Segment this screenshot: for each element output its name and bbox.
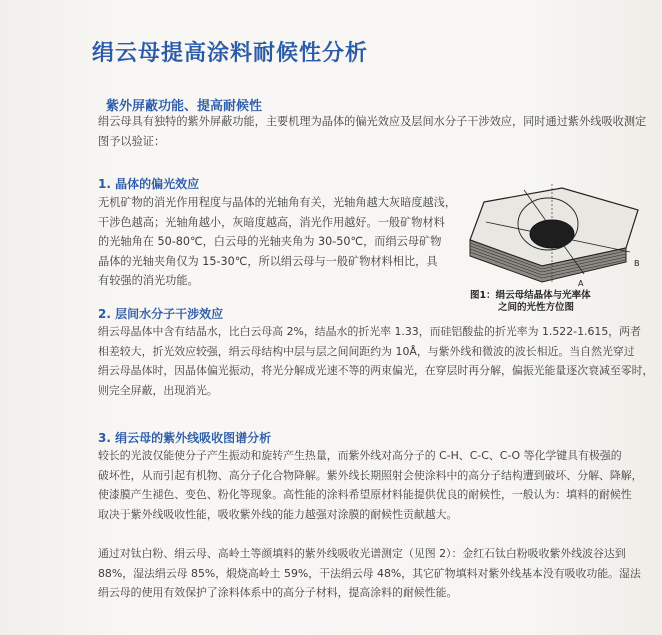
caption-line: 图1：绢云母结晶体与光率体 (470, 290, 591, 301)
paragraph-line: 干涉色越高；光轴角越小，灰暗度越高，消光作用越好。一般矿物材料 (98, 215, 445, 229)
paragraph-line: 绢云母的使用有效保护了涂料体系中的高分子材料，提高涂料的耐候性能。 (98, 586, 458, 599)
paragraph-line: 88%，湿法绢云母 85%，煅烧高岭土 59%，干法绢云母 48%，其它矿物填料对紫外线基本没有吸收功能。湿法 (98, 566, 641, 580)
paragraph-line: 相差较大，折光效应较强，绢云母结构中层与层之间间距约为 10Å，与紫外线和微波的波长相近。当自然光穿过 (98, 344, 635, 358)
paragraph-line: 的光轴角在 50-80℃，白云母的光轴夹角为 30-50℃，而绢云母矿物 (98, 235, 442, 248)
subheading-uv-spectrum: 3. 绢云母的紫外线吸收图谱分析 (98, 431, 272, 445)
paragraph-line: 通过对钛白粉、绢云母、高岭土等颜填料的紫外线吸收光谱测定（见图 2）：金红石钛白粉吸收紫外线波谷达到 (98, 547, 626, 560)
caption-line: 之间的光性方位图 (498, 302, 575, 313)
label-a: A (578, 279, 584, 288)
paragraph-line: 无机矿物的消光作用程度与晶体的光轴角有关，光轴角越大灰暗度越浅， (98, 196, 457, 209)
paragraph-line: 破坏性，从而引起有机物、高分子化合物降解。紫外线长期照射会使涂料中的高分子结构遭到破坏、分解、降解， (98, 468, 643, 482)
intro-line: 图予以验证： (98, 134, 166, 148)
paragraph-line: 使漆膜产生褪色、变色、粉化等现象。高性能的涂料希望原材料能提供优良的耐候性，一般认为：填料的耐候性 (98, 488, 632, 501)
polarization-paragraph (98, 193, 468, 291)
paragraph-line: 绢云母晶体时，因晶体偏光振动，将光分解成光速不等的两束偏光，在穿层时再分解，偏振光能量逐次衰减至零时， (98, 364, 654, 377)
paragraph-line: 晶体的光轴夹角仅为 15-30℃，所以绢云母与一般矿物材料相比，具 (98, 254, 438, 268)
subheading-polarization: 1. 晶体的偏光效应 (98, 177, 200, 191)
subheading-interference: 2. 层间水分子干涉效应 (98, 307, 224, 321)
conclusion-paragraph (98, 544, 660, 603)
paragraph-line: 取决于紫外线吸收性能，吸收紫外线的能力越强对涂膜的耐候性贡献越大。 (98, 507, 458, 521)
intro-line: 绢云母具有独特的紫外屏蔽功能，主要机理为晶体的偏光效应及层间水分子干涉效应，同时通过紫外线吸收测定 (98, 115, 647, 128)
page-title: 绢云母提高涂料耐候性分析 (92, 41, 369, 66)
intro-paragraph (98, 112, 658, 151)
figure-caption (470, 290, 650, 314)
paragraph-line: 则完全屏蔽，出现消光。 (98, 383, 218, 397)
paragraph-line: 较长的光波仅能使分子产生振动和旋转产生热量，而紫外线对高分子的 C-H、C-C、C-O 等化学键具有极强的 (98, 449, 622, 462)
uv-spectrum-paragraph (98, 446, 660, 524)
paragraph-line: 绢云母晶体中含有结晶水，比白云母高 2%，结晶水的折光率 1.33，而硅铝酸盐的折光率为 1.522-1.615，两者 (98, 325, 641, 338)
paragraph-line: 有较强的消光功能。 (98, 274, 199, 287)
label-b: B (634, 259, 640, 268)
interference-paragraph (98, 322, 660, 400)
section-heading: 紫外屏蔽功能、提高耐候性 (106, 99, 263, 114)
